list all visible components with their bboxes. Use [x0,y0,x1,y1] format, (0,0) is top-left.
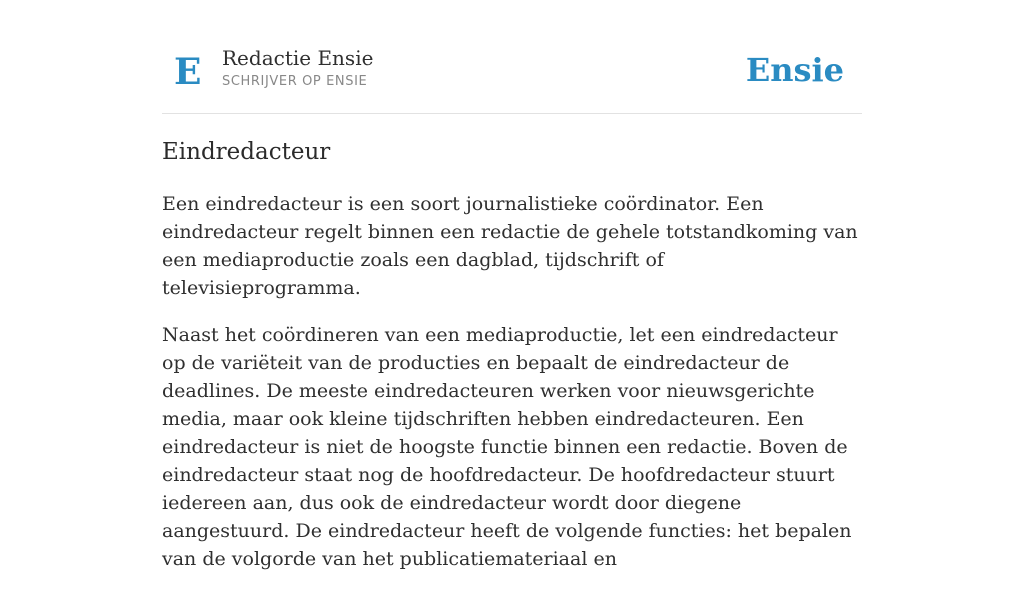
article-title: Eindredacteur [162,139,331,165]
author-avatar[interactable]: E [174,51,202,93]
article-paragraph-1: Een eindredacteur is een soort journalistieke coördinator. Een eindredacteur regelt binnen een redactie de gehele totstandkoming van een mediaproductie zoals een dagblad, tijdschrift of televisieprogramma. [162,193,858,299]
author-header [162,36,862,114]
author-role: SCHRIJVER OP ENSIE [222,74,368,89]
article-body [162,190,862,592]
ensie-logo[interactable]: Ensie [745,51,844,89]
article-paragraph-2: Naast het coördineren van een mediaproductie, let een eindredacteur op de variëteit van de producties en bepaalt de eindredacteur de deadlines. De meeste eindredacteuren werken voor nieuwsgerichte media, maar ook kleine tijdschriften hebben eindredacteuren. Een eindredacteur is niet de hoogste functie binnen een redactie. Boven de eindredacteur staat nog de hoofdredacteur. De hoofdredacteur stuurt iedereen aan, dus ook de eindredacteur wordt door diegene aangestuurd. De eindredacteur heeft de volgende functies: het bepalen van de volgorde van het publicatiemateriaal en [162,324,852,570]
author-name[interactable]: Redactie Ensie [222,46,374,70]
